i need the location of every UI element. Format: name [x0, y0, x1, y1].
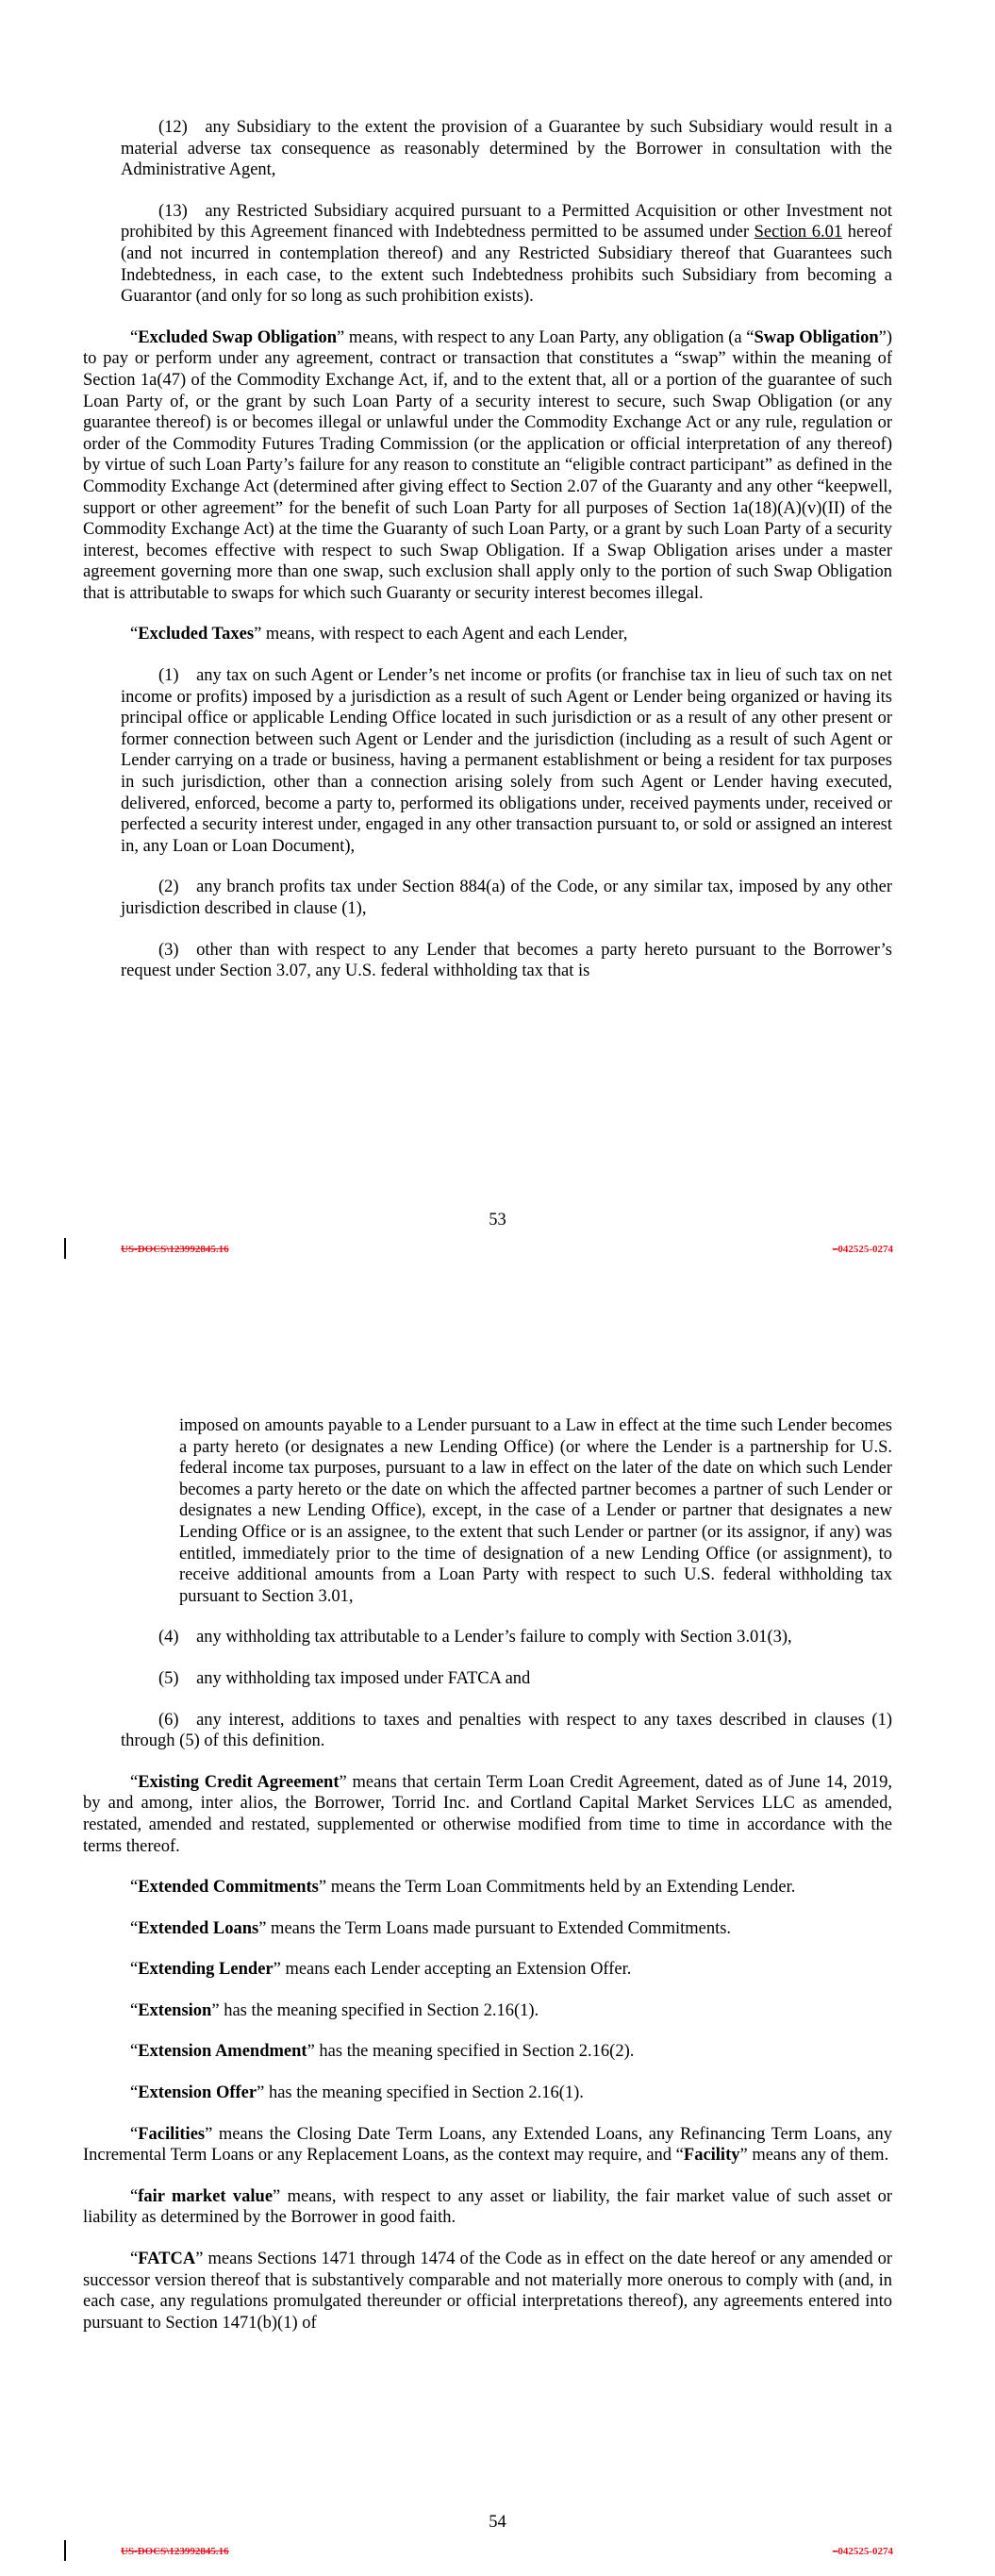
- clause-2: (2) any branch profits tax under Section 884(a) of the Code, or any similar tax, imposed by any other jurisdiction described in clause (1),: [121, 878, 892, 918]
- page-body: [83, 1415, 893, 2333]
- page-54: [0, 1302, 995, 2576]
- definition-extension-amendment: “Extension Amendment” has the meaning specified in Section 2.16(2).: [130, 2042, 635, 2062]
- page-footer: [0, 2546, 995, 2565]
- section-6-01-link[interactable]: Section 6.01: [754, 223, 843, 243]
- revision-bar: [64, 1238, 66, 1259]
- clause-12: (12) any Subsidiary to the extent the provision of a Guarantee by such Subsidiary would result in a material adverse tax consequence as reasonably determined by the Borrower in consultation with the Administrative Agent,: [121, 118, 892, 180]
- defined-term: Extending Lender: [138, 1960, 274, 1980]
- clause-3: (3) other than with respect to any Lender that becomes a party hereto pursuant to the Borrower’s request under Section 3.07, any U.S. federal withholding tax that is: [121, 940, 892, 981]
- definition-excluded-swap-obligation: “Excluded Swap Obligation” means, with respect to any Loan Party, any obligation (a “Swap Obligation”) to pay or perform under any agreement, contract or transaction that constitutes a “swap” within the meaning of Section 1a(47) of the Commodity Exchange Act, if, and to the extent that, all or a portion of the guarantee of such Loan Party of, or the grant by such Loan Party of a security interest to secure, such Swap Obligation (or any guarantee thereof) is or becomes illegal or unlawful under the Commodity Exchange Act or any rule, regulation or order of the Commodity Futures Trading Commission (or the application or official interpretation of any thereof) by virtue of such Loan Party’s failure for any reason to constitute an “eligible contract participant” as defined in the Commodity Exchange Act (determined after giving effect to Section 2.07 of the Guaranty and any other “keepwell, support or other agreement” for the benefit of such Loan Party for all purposes of Section 1a(18)(A)(v)(II) of the Commodity Exchange Act) at the time the Guaranty of such Loan Party, or a grant by such Loan Party of a security interest, becomes effective with respect to such Swap Obligation. If a Swap Obligation arises under a master agreement governing more than one swap, such exclusion shall apply only to the portion of such Swap Obligation that is attributable to swaps for which such Guaranty or security interest becomes illegal.: [83, 327, 892, 603]
- defined-term: Existing Credit Agreement: [138, 1772, 340, 1792]
- defined-term: Extended Loans: [138, 1918, 259, 1938]
- defined-term: Extension: [138, 2000, 212, 2020]
- clause-3-continued: imposed on amounts payable to a Lender pursuant to a Law in effect at the time such Lender becomes a party hereto (or designates a new Lending Office) (or where the Lender is a partnership for U.S. federal income tax purposes, pursuant to a law in effect on the later of the date on which such Lender becomes a party hereto or the date on which the affected partner becomes a partner of such Lender or designates a new Lending Office), except, in the case of a Lender or partner that designates a new Lending Office or is an assignee, to the extent that such Lender or partner (or its assignor, if any) was entitled, immediately prior to the time of designation of a new Lending Office (or assignment), to receive additional amounts from a Loan Party with respect to such U.S. federal withholding tax pursuant to Section 3.01,: [179, 1416, 892, 1606]
- definition-extension-offer: “Extension Offer” has the meaning specified in Section 2.16(1).: [130, 2083, 584, 2103]
- page-number: 54: [489, 2513, 506, 2532]
- definition-extending-lender: “Extending Lender” means each Lender accepting an Extension Offer.: [130, 1960, 632, 1980]
- defined-term: Swap Obligation: [754, 327, 879, 347]
- page-body: [83, 117, 893, 982]
- defined-term: Extension Offer: [138, 2083, 257, 2103]
- document-id: US-DOCS\123992845.16: [121, 2546, 229, 2557]
- definition-extension: “Extension” has the meaning specified in Section 2.16(1).: [130, 2000, 539, 2020]
- definition-extended-commitments: “Extended Commitments” means the Term Loan Commitments held by an Extending Lender.: [130, 1878, 796, 1898]
- definition-extended-loans: “Extended Loans” means the Term Loans made pursuant to Extended Commitments.: [130, 1918, 732, 1938]
- clause-13: (13) any Restricted Subsidiary acquired pursuant to a Permitted Acquisition or other Investment not prohibited by this Agreement financed with Indebtedness permitted to be assumed under Section 6.01 hereof (and not incurred in contemplation thereof) and any Restricted Subsidiary thereof that Guarantees such Indebtedness, in each case, to the extent such Indebtedness prohibits such Subsidiary from becoming a Guarantor (and only for so long as such prohibition exists).: [121, 201, 893, 307]
- clause-1: (1) any tax on such Agent or Lender’s net income or profits (or franchise tax in lieu of such tax on net income or profits) imposed by a jurisdiction as a result of such Agent or Lender being organized or having its principal office or applicable Lending Office located in such jurisdiction or as a result of any other present or former connection between such Agent or Lender and the jurisdiction (including as a result of such Agent or Lender carrying on a trade or business, having a permanent establishment or being a resident for tax purposes in such jurisdiction, other than a connection arising solely from such Agent or Lender having executed, delivered, enforced, become a party to, performed its obligations under, received payments under, received or perfected a security interest under, engaged in any other transaction pursuant to, or sold or assigned an interest in, any Loan or Loan Document),: [121, 666, 892, 856]
- clause-4: (4) any withholding tax attributable to a Lender’s failure to comply with Section 3.01(3),: [158, 1628, 792, 1648]
- document-id: US-DOCS\123992845.16: [121, 1244, 229, 1255]
- defined-term: Excluded Swap Obligation: [138, 327, 338, 347]
- defined-term: Excluded Taxes: [138, 625, 255, 644]
- document-number: –042525-0274: [832, 1244, 893, 1255]
- definition-existing-credit-agreement: “Existing Credit Agreement” means that certain Term Loan Credit Agreement, dated as of June 14, 2019, by and among, inter alios, the Borrower, Torrid Inc. and Cortland Capital Market Services LLC as amended, restated, amended and restated, supplemented or otherwise modified from time to time in accordance with the terms thereof.: [83, 1772, 893, 1856]
- defined-term: fair market value: [138, 2186, 274, 2206]
- definition-fatca: “FATCA” means Sections 1471 through 1474 of the Code as in effect on the date hereof or any amended or successor version thereof that is substantively comparable and not materially more onerous to comply with (and, in each case, any regulations promulgated thereunder or official interpretations thereof), any agreements entered into pursuant to Section 1471(b)(1) of: [83, 2250, 892, 2333]
- definition-excluded-taxes: “Excluded Taxes” means, with respect to each Agent and each Lender,: [130, 625, 628, 644]
- defined-term: Facilities: [138, 2124, 206, 2144]
- definition-facilities: “Facilities” means the Closing Date Term Loans, any Extended Loans, any Refinancing Term Loans, any Incremental Term Loans or any Replacement Loans, as the context may require, and “Facility” means any of them.: [83, 2124, 892, 2166]
- page-number: 53: [489, 1211, 506, 1229]
- defined-term: Extended Commitments: [138, 1878, 319, 1898]
- clause-5: (5) any withholding tax imposed under FATCA and: [158, 1668, 531, 1688]
- defined-term: FATCA: [138, 2250, 196, 2269]
- defined-term: Facility: [683, 2146, 740, 2166]
- revision-bar: [64, 2540, 66, 2561]
- page-footer: [0, 1244, 995, 1263]
- document-number: –042525-0274: [832, 2546, 893, 2557]
- defined-term: Extension Amendment: [138, 2042, 307, 2062]
- definition-fair-market-value: “fair market value” means, with respect to any asset or liability, the fair market value of such asset or liability as determined by the Borrower in good faith.: [83, 2186, 892, 2228]
- clause-6: (6) any interest, additions to taxes and penalties with respect to any taxes described in clauses (1) through (5) of this definition.: [121, 1710, 892, 1751]
